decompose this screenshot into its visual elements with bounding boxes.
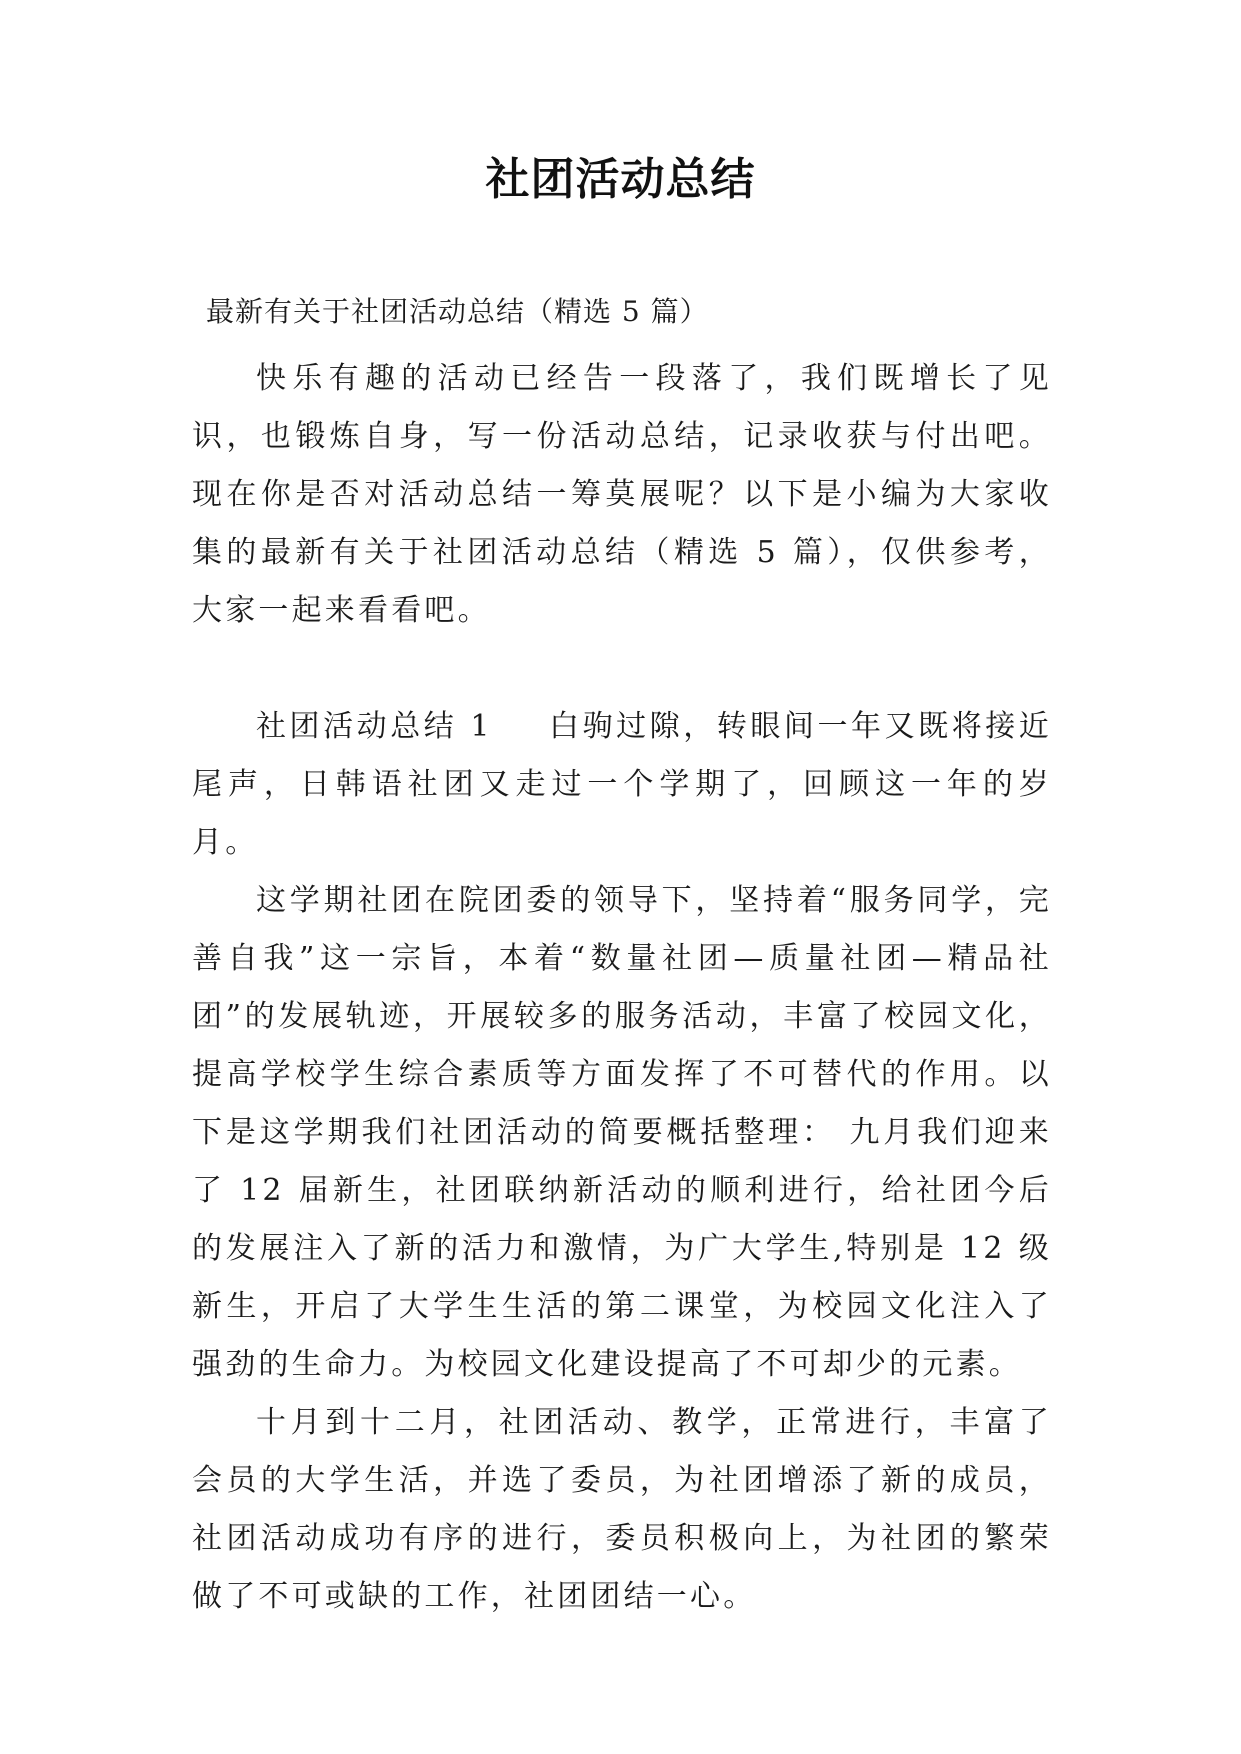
intro-paragraph: 快乐有趣的活动已经告一段落了，我们既增长了见识，也锻炼自身，写一份活动总结，记录收获与付出吧。现在你是否对活动总结一筹莫展呢？以下是小编为大家收集的最新有关于社团活动总结（精选 5 篇），仅供参考，大家一起来看看吧。 bbox=[192, 361, 1052, 628]
document-subtitle: 最新有关于社团活动总结（精选 5 篇） bbox=[206, 295, 709, 328]
body-paragraph-2: 这学期社团在院团委的领导下，坚持着“服务同学，完善自我”这一宗旨，本着“数量社团—质量社团—精品社团”的发展轨迹，开展较多的服务活动，丰富了校园文化，提高学校学生综合素质等方面发挥了不可替代的作用。以下是这学期我们社团活动的简要概括整理： 九月我们迎来了 12 届新生，社团联纳新活动的顺利进行，给社团今后的发展注入了新的活力和激情，为广大学生,特别是 12 级新生，开启了大学生生活的第二课堂，为校园文化注入了强劲的生命力。为校园文化建设提高了不可却少的元素。 bbox=[192, 883, 1052, 1382]
body-paragraph-3: 十月到十二月，社团活动、教学，正常进行，丰富了会员的大学生活，并选了委员，为社团增添了新的成员，社团活动成功有序的进行，委员积极向上，为社团的繁荣做了不可或缺的工作，社团团结一心。 bbox=[192, 1405, 1052, 1614]
section1-heading: 社团活动总结 1 bbox=[256, 709, 493, 744]
section1-lead: 白驹过隙，转眼间一年又既将接近尾声，日韩语社团又走过一个学期了，回顾这一年的岁月。 bbox=[192, 709, 1052, 860]
section1-paragraph bbox=[192, 698, 1052, 872]
paragraph-gap bbox=[192, 640, 1052, 698]
document-title: 社团活动总结 bbox=[485, 154, 756, 205]
document-body bbox=[192, 350, 1052, 1626]
